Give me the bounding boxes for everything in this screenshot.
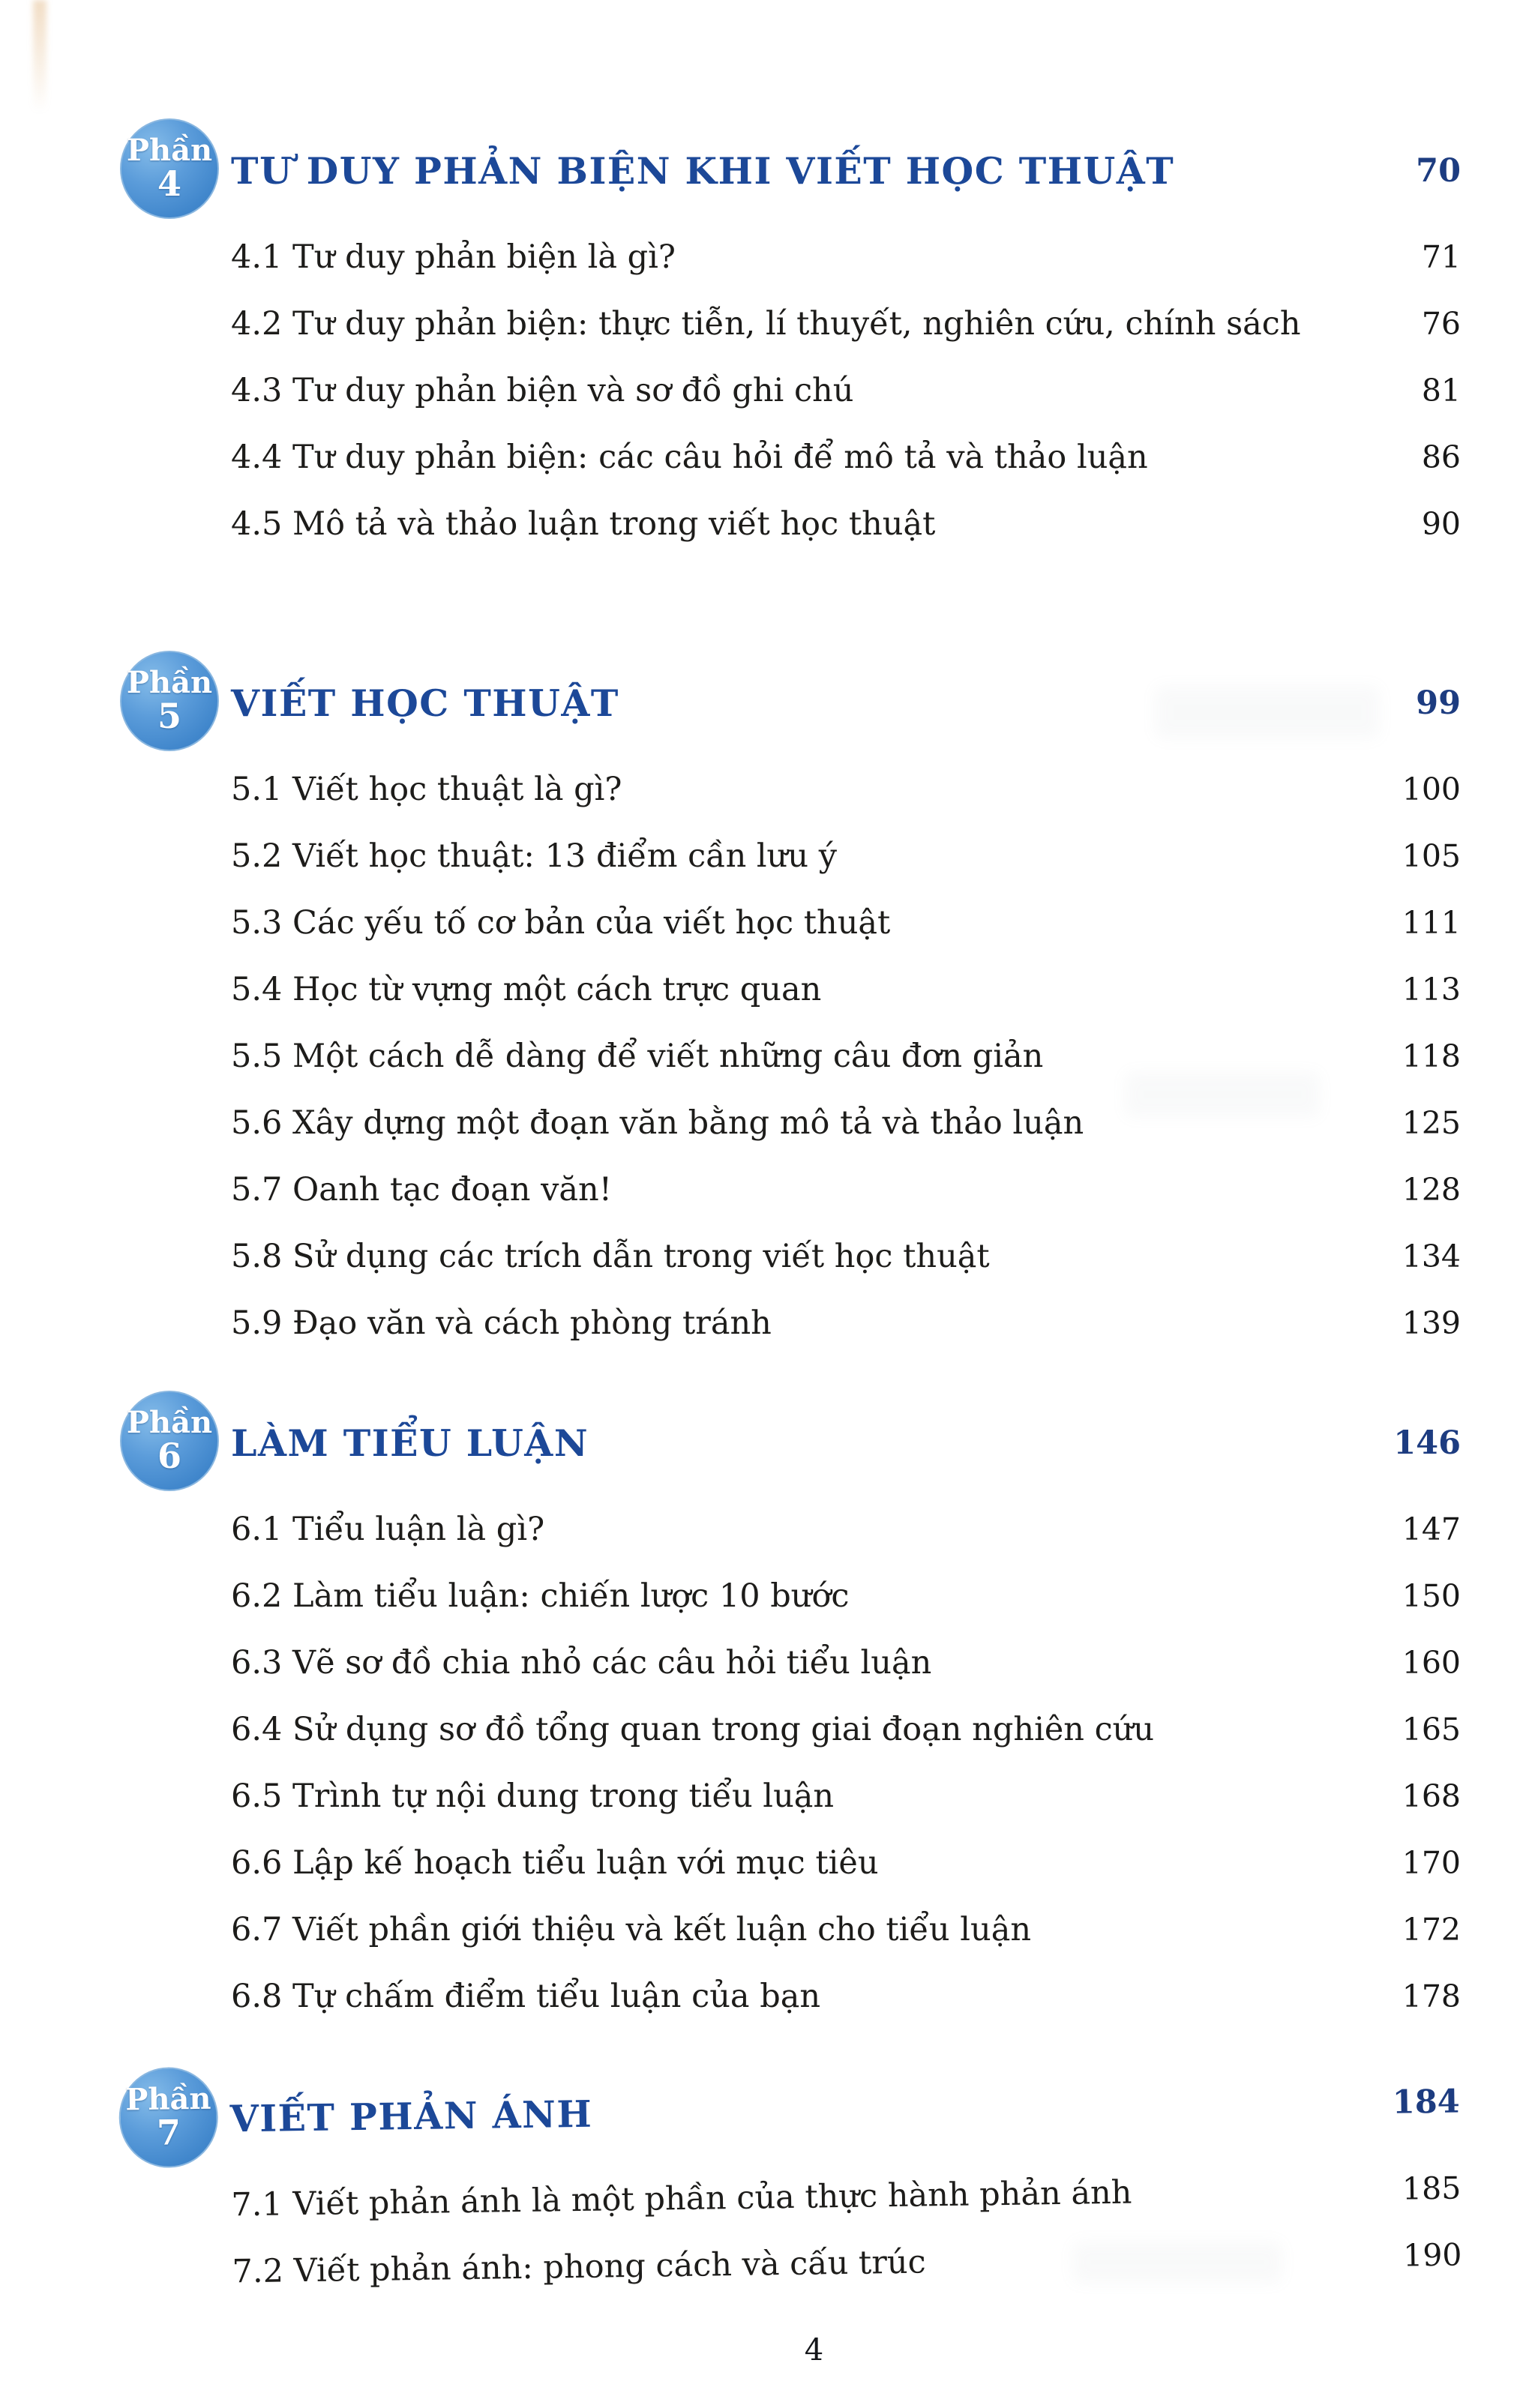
section-title: LÀM TIỂU LUẬN (231, 1421, 589, 1465)
toc-item (231, 357, 1461, 424)
badge-label: Phần (126, 133, 213, 168)
section-badge (120, 651, 219, 751)
toc-item-page-number: 160 (1402, 1644, 1461, 1681)
toc-item-page-number: 170 (1402, 1844, 1461, 1881)
toc-item-page-number: 118 (1402, 1038, 1461, 1074)
badge-number: 4 (157, 163, 181, 204)
toc-item-label: 5.2 Viết học thuật: 13 điểm cần lưu ý (231, 837, 838, 875)
toc-section-4 (0, 118, 1532, 557)
toc-item-page-number: 81 (1421, 372, 1461, 409)
toc-item-label: 5.8 Sử dụng các trích dẫn trong viết học thuật (231, 1237, 990, 1275)
toc-item-page-number: 172 (1402, 1911, 1461, 1948)
toc-item (231, 1896, 1461, 1963)
section-header (126, 1391, 1461, 1496)
toc-item-page-number: 100 (1402, 771, 1461, 807)
toc-item (231, 424, 1461, 490)
toc-item-page-number: 113 (1402, 971, 1461, 1008)
toc-item-page-number: 86 (1421, 439, 1461, 475)
toc-section-7 (0, 2048, 1532, 2308)
section-title: VIẾT PHẢN ÁNH (229, 2092, 593, 2141)
toc-item-label: 7.2 Viết phản ánh: phong cách và cấu trúc (232, 2242, 926, 2290)
toc-item-label: 6.6 Lập kế hoạch tiểu luận với mục tiêu (231, 1843, 879, 1882)
toc-item (231, 490, 1461, 557)
badge-number: 5 (157, 696, 181, 736)
toc-item-label: 5.9 Đạo văn và cách phòng tránh (231, 1304, 772, 1342)
page-footer (48, 2333, 1532, 2368)
toc-item-page-number: 178 (1402, 1978, 1461, 2014)
toc-item-page-number: 185 (1402, 2170, 1462, 2207)
toc-item-page-number: 139 (1402, 1304, 1461, 1341)
toc-item-page-number: 190 (1402, 2236, 1462, 2274)
section-page-number: 70 (1416, 152, 1461, 190)
toc-item-label: 4.1 Tư duy phản biện là gì? (231, 238, 676, 276)
toc-item (231, 889, 1461, 956)
toc-item-label: 6.3 Vẽ sơ đồ chia nhỏ các câu hỏi tiểu luận (231, 1643, 932, 1682)
toc-item-page-number: 105 (1402, 837, 1461, 874)
badge-label: Phần (126, 1405, 213, 1440)
section-title: TƯ DUY PHẢN BIỆN KHI VIẾT HỌC THUẬT (231, 149, 1175, 193)
toc-item-label: 6.7 Viết phần giới thiệu và kết luận cho tiểu luận (231, 1910, 1032, 1948)
toc-item-label: 6.1 Tiểu luận là gì? (231, 1510, 545, 1548)
section-page-number: 99 (1416, 684, 1461, 722)
toc-item-label: 5.5 Một cách dễ dàng để viết những câu đơn giản (231, 1037, 1044, 1075)
toc-section-5 (0, 651, 1532, 1356)
badge-number: 6 (157, 1436, 181, 1476)
toc-item (231, 1629, 1461, 1696)
section-page-number: 184 (1392, 2083, 1460, 2122)
toc-item-page-number: 111 (1402, 904, 1461, 941)
toc-item (231, 223, 1461, 290)
toc-item-page-number: 71 (1421, 238, 1461, 275)
section-badge (120, 118, 219, 219)
section-badge (118, 2067, 219, 2169)
toc-item-label: 5.7 Oanh tạc đoạn văn! (231, 1170, 612, 1208)
toc-item-label: 6.4 Sử dụng sơ đồ tổng quan trong giai đoạn nghiên cứu (231, 1710, 1155, 1748)
toc-item-page-number: 168 (1402, 1778, 1461, 1814)
toc-item (231, 1089, 1461, 1156)
section-header (126, 651, 1461, 756)
toc-item-page-number: 134 (1402, 1238, 1461, 1274)
section-header (124, 2050, 1461, 2172)
toc-item (231, 1562, 1461, 1629)
toc-item (231, 1496, 1461, 1562)
toc-item-page-number: 125 (1402, 1104, 1461, 1141)
section-badge (120, 1391, 219, 1491)
toc-item (231, 1696, 1461, 1763)
toc-item-label: 5.6 Xây dựng một đoạn văn bằng mô tả và thảo luận (231, 1104, 1084, 1142)
toc-item (231, 1963, 1461, 2029)
toc-item-label: 5.4 Học từ vựng một cách trực quan (231, 970, 822, 1008)
toc-item (231, 956, 1461, 1023)
toc-item (231, 822, 1461, 889)
toc-item-page-number: 76 (1421, 305, 1461, 342)
toc-item (231, 290, 1461, 357)
toc-item-label: 7.1 Viết phản ánh là một phần của thực hành phản ánh (231, 2173, 1132, 2224)
toc-item (231, 756, 1461, 822)
section-title: VIẾT HỌC THUẬT (231, 681, 619, 725)
toc-item-page-number: 150 (1402, 1577, 1461, 1614)
toc-item-label: 6.2 Làm tiểu luận: chiến lược 10 bước (231, 1577, 850, 1615)
toc-item (231, 1223, 1461, 1289)
toc-item (231, 1023, 1461, 1089)
badge-number: 7 (156, 2112, 181, 2153)
toc-item-label: 4.2 Tư duy phản biện: thực tiễn, lí thuyết, nghiên cứu, chính sách (231, 304, 1301, 343)
toc-item-page-number: 165 (1402, 1711, 1461, 1748)
badge-label: Phần (124, 2080, 211, 2118)
footer-page-number: 4 (804, 2333, 824, 2368)
toc-item-label: 4.3 Tư duy phản biện và sơ đồ ghi chú (231, 371, 854, 409)
section-header (126, 118, 1461, 223)
toc-item (231, 1289, 1461, 1356)
toc-item-page-number: 147 (1402, 1511, 1461, 1547)
toc-item-label: 5.1 Viết học thuật là gì? (231, 770, 622, 808)
toc-section-6 (0, 1391, 1532, 2029)
badge-label: Phần (126, 665, 213, 700)
toc-item (231, 1763, 1461, 1829)
toc-item-label: 5.3 Các yếu tố cơ bản của viết học thuật (231, 903, 891, 942)
toc-item-label: 4.5 Mô tả và thảo luận trong viết học thuật (231, 505, 936, 543)
toc-item (231, 1829, 1461, 1896)
toc-item-label: 4.4 Tư duy phản biện: các câu hỏi để mô tả và thảo luận (231, 438, 1148, 476)
section-page-number: 146 (1393, 1424, 1461, 1462)
toc-item-label: 6.5 Trình tự nội dung trong tiểu luận (231, 1777, 835, 1815)
toc-item-label: 6.8 Tự chấm điểm tiểu luận của bạn (231, 1977, 821, 2015)
toc-item (231, 1156, 1461, 1223)
toc-item-page-number: 90 (1421, 505, 1461, 542)
toc-item-page-number: 128 (1402, 1171, 1461, 1208)
